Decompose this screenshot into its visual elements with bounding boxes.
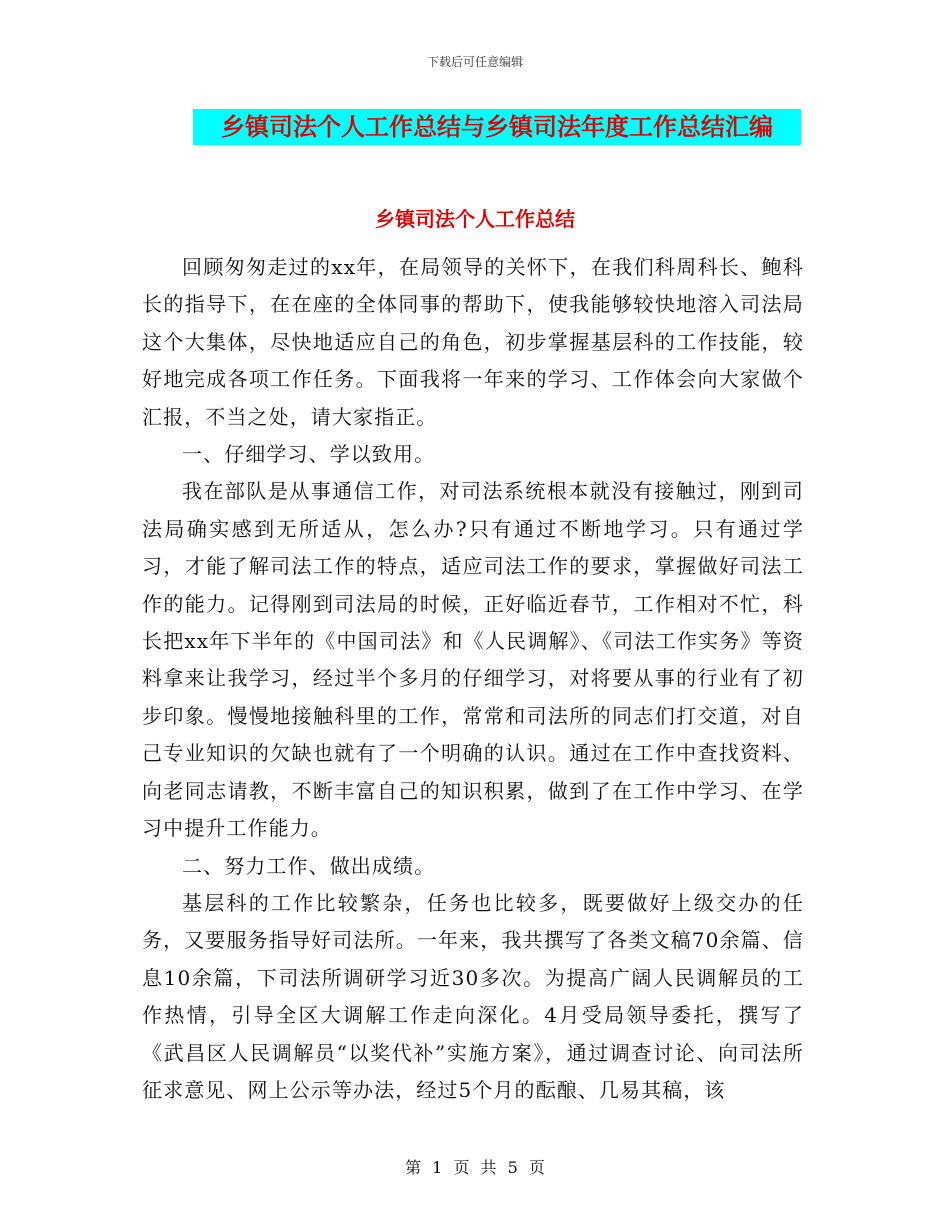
main-title-highlight bbox=[193, 109, 801, 145]
page-footer: 第 1 页 共 5 页 bbox=[405, 1158, 545, 1177]
paragraph: 基层科的工作比较繁杂，任务也比较多，既要做好上级交办的任务，又要服务指导好司法所。一年来，我共撰写了各类文稿70余篇、信息10余篇，下司法所调研学习近30多次。为提高广阔人民调解员的工作热情，引导全区大调解工作走向深化。4月受局领导委托，撰写了《武昌区人民调解员“以奖代补”实施方案》，通过调查讨论、向司法所征求意见、网上公示等办法，经过5个月的酝酿、几易其稿，该 bbox=[142, 890, 804, 1102]
main-title: 乡镇司法个人工作总结与乡镇司法年度工作总结汇编 bbox=[221, 113, 773, 141]
paragraph: 回顾匆匆走过的xx年，在局领导的关怀下，在我们科周科长、鲍科长的指导下，在在座的全体同事的帮助下，使我能够较快地溶入司法局这个大集体，尽快地适应自己的角色，初步掌握基层科的工作技能，较好地完成各项工作任务。下面我将一年来的学习、工作体会向大家做个汇报，不当之处，请大家指正。 bbox=[142, 255, 804, 429]
paragraph-heading: 二、努力工作、做出成绩。 bbox=[182, 853, 436, 878]
paragraph-heading: 一、仔细学习、学以致用。 bbox=[182, 442, 436, 467]
paragraph: 我在部队是从事通信工作，对司法系统根本就没有接触过，刚到司法局确实感到无所适从，怎么办?只有通过不断地学习。只有通过学习，才能了解司法工作的特点，适应司法工作的要求，掌握做好司法工作的能力。记得刚到司法局的时候，正好临近春节，工作相对不忙，科长把xx年下半年的《中国司法》和《人民调解》、《司法工作实务》等资料拿来让我学习，经过半个多月的仔细学习，对将要从事的行业有了初步印象。慢慢地接触科里的工作，常常和司法所的同志们打交道，对自己专业知识的欠缺也就有了一个明确的认识。通过在工作中查找资料、向老同志请教，不断丰富自己的知识积累，做到了在工作中学习、在学习中提升工作能力。 bbox=[142, 479, 804, 841]
header-note: 下载后可任意编辑 bbox=[426, 55, 523, 69]
document-body bbox=[142, 249, 804, 1109]
section-title: 乡镇司法个人工作总结 bbox=[375, 207, 575, 231]
